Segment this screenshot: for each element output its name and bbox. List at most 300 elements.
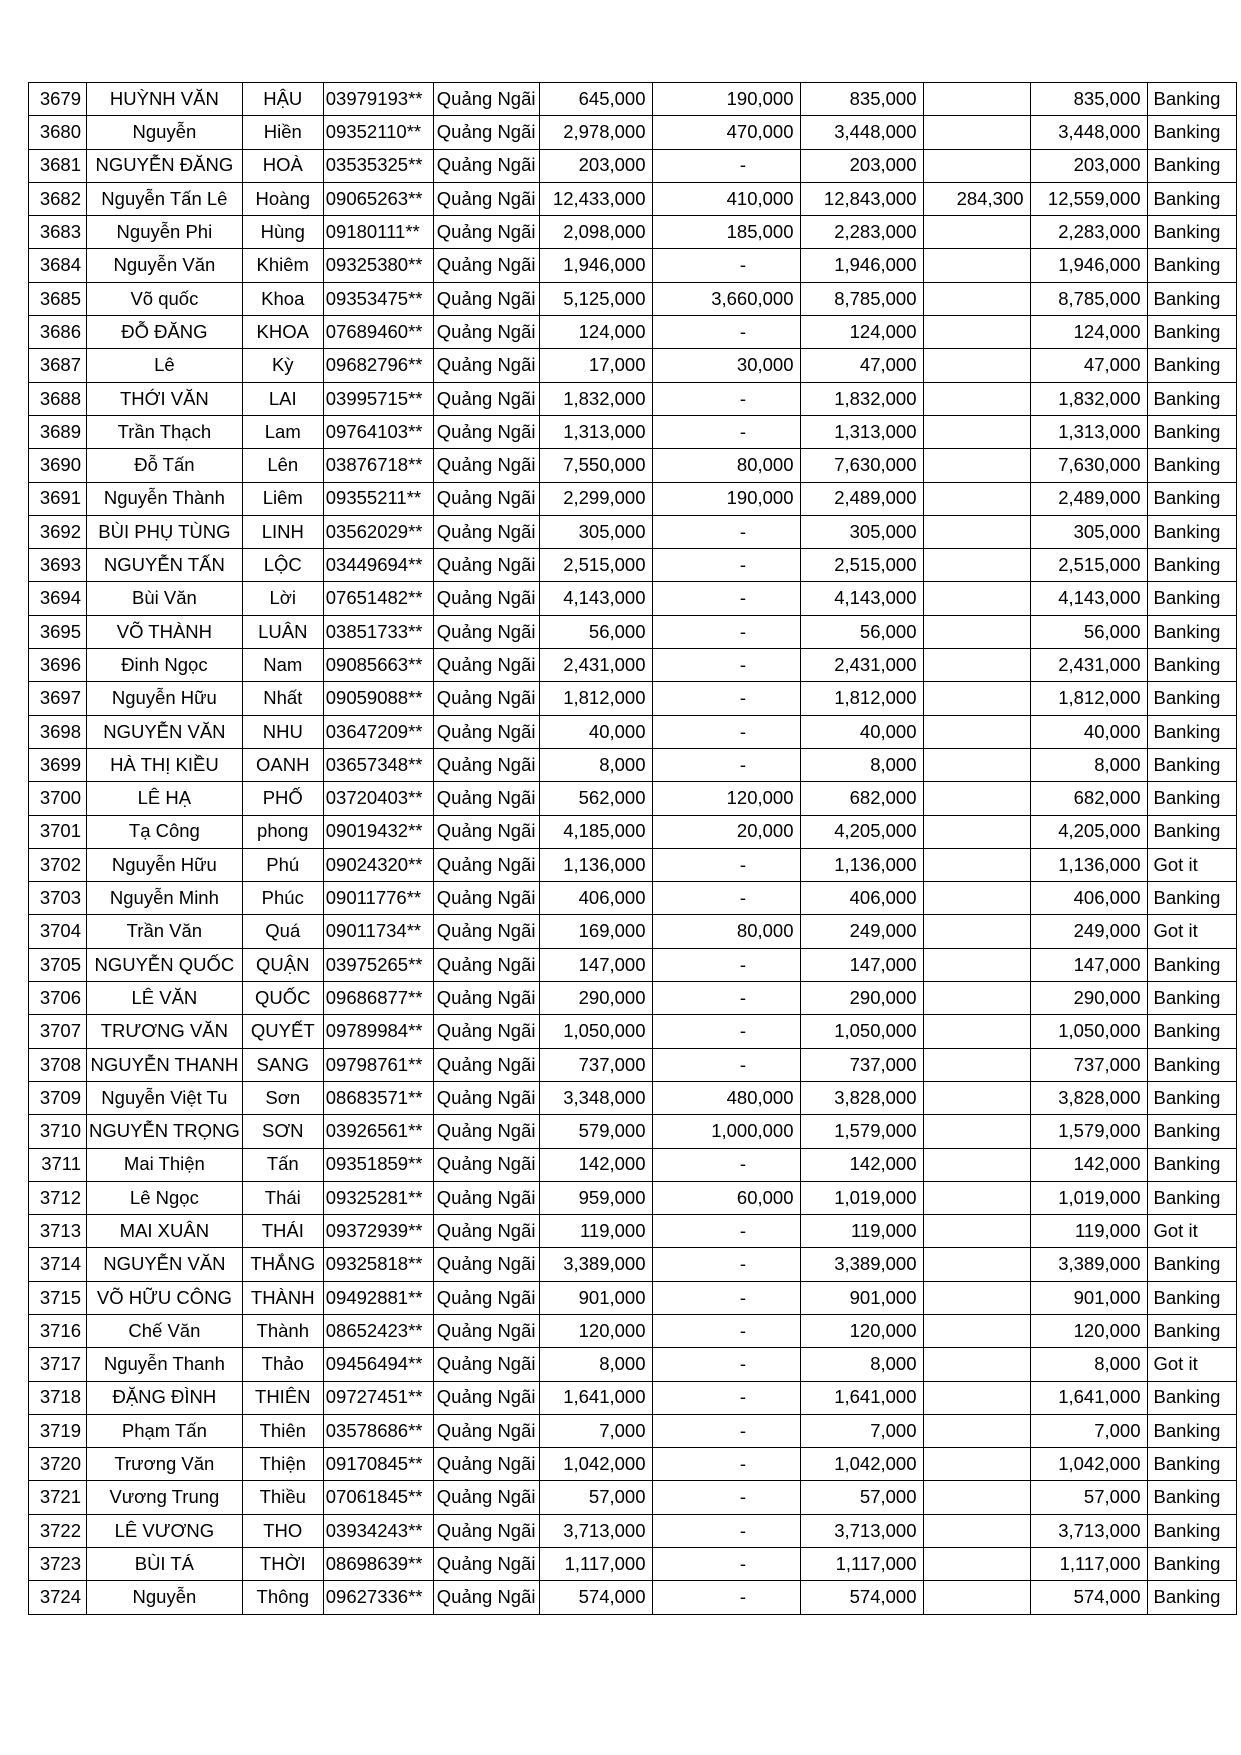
province-cell: Quảng Ngãi	[433, 815, 539, 848]
family-name-cell: Nguyễn	[87, 1581, 243, 1614]
row-number-cell: 3705	[29, 948, 87, 981]
given-name-cell: Lam	[242, 415, 323, 448]
total-amount-cell: 57,000	[800, 1481, 923, 1514]
net-amount-cell: 3,713,000	[1030, 1514, 1147, 1547]
payment-method-cell: Banking	[1147, 715, 1236, 748]
payment-method-cell: Banking	[1147, 582, 1236, 615]
amount-2-cell: -	[652, 948, 800, 981]
family-name-cell: VÕ HỮU CÔNG	[87, 1281, 243, 1314]
payment-method-cell: Banking	[1147, 382, 1236, 415]
given-name-cell: THÁI	[242, 1215, 323, 1248]
net-amount-cell: 835,000	[1030, 83, 1147, 116]
row-number-cell: 3694	[29, 582, 87, 615]
deduction-cell	[923, 249, 1030, 282]
total-amount-cell: 56,000	[800, 615, 923, 648]
total-amount-cell: 1,019,000	[800, 1181, 923, 1214]
family-name-cell: Trương Văn	[87, 1448, 243, 1481]
province-cell: Quảng Ngãi	[433, 282, 539, 315]
province-cell: Quảng Ngãi	[433, 1248, 539, 1281]
payment-method-cell: Banking	[1147, 249, 1236, 282]
amount-2-cell: -	[652, 549, 800, 582]
net-amount-cell: 249,000	[1030, 915, 1147, 948]
net-amount-cell: 1,136,000	[1030, 848, 1147, 881]
family-name-cell: NGUYỄN THANH	[87, 1048, 243, 1081]
row-number-cell: 3715	[29, 1281, 87, 1314]
family-name-cell: Trần Văn	[87, 915, 243, 948]
amount-1-cell: 2,299,000	[539, 482, 652, 515]
net-amount-cell: 7,630,000	[1030, 449, 1147, 482]
amount-1-cell: 2,978,000	[539, 116, 652, 149]
phone-number-cell: 09325380**	[323, 249, 433, 282]
phone-number-cell: 03995715**	[323, 382, 433, 415]
net-amount-cell: 2,489,000	[1030, 482, 1147, 515]
amount-1-cell: 7,550,000	[539, 449, 652, 482]
family-name-cell: Nguyễn Tấn Lê	[87, 182, 243, 215]
amount-2-cell: -	[652, 1148, 800, 1181]
net-amount-cell: 682,000	[1030, 782, 1147, 815]
phone-number-cell: 09351859**	[323, 1148, 433, 1181]
total-amount-cell: 3,389,000	[800, 1248, 923, 1281]
deduction-cell	[923, 782, 1030, 815]
total-amount-cell: 124,000	[800, 316, 923, 349]
payment-method-cell: Banking	[1147, 1048, 1236, 1081]
amount-2-cell: -	[652, 1514, 800, 1547]
total-amount-cell: 1,832,000	[800, 382, 923, 415]
amount-1-cell: 1,313,000	[539, 415, 652, 448]
deduction-cell	[923, 715, 1030, 748]
phone-number-cell: 03851733**	[323, 615, 433, 648]
amount-2-cell: -	[652, 316, 800, 349]
amount-1-cell: 40,000	[539, 715, 652, 748]
table-row	[29, 116, 1237, 149]
given-name-cell: LAI	[242, 382, 323, 415]
net-amount-cell: 3,828,000	[1030, 1081, 1147, 1114]
family-name-cell: Nguyễn Thanh	[87, 1348, 243, 1381]
net-amount-cell: 305,000	[1030, 515, 1147, 548]
net-amount-cell: 4,205,000	[1030, 815, 1147, 848]
net-amount-cell: 142,000	[1030, 1148, 1147, 1181]
table-row	[29, 915, 1237, 948]
province-cell: Quảng Ngãi	[433, 182, 539, 215]
amount-1-cell: 2,098,000	[539, 216, 652, 249]
amount-1-cell: 57,000	[539, 1481, 652, 1514]
net-amount-cell: 290,000	[1030, 982, 1147, 1015]
total-amount-cell: 120,000	[800, 1314, 923, 1347]
phone-number-cell: 09011734**	[323, 915, 433, 948]
payment-method-cell: Banking	[1147, 1448, 1236, 1481]
phone-number-cell: 07689460**	[323, 316, 433, 349]
deduction-cell	[923, 582, 1030, 615]
phone-number-cell: 03578686**	[323, 1414, 433, 1447]
net-amount-cell: 406,000	[1030, 882, 1147, 915]
province-cell: Quảng Ngãi	[433, 549, 539, 582]
payment-method-cell: Banking	[1147, 1381, 1236, 1414]
family-name-cell: NGUYỄN TRỌNG	[87, 1115, 243, 1148]
net-amount-cell: 1,042,000	[1030, 1448, 1147, 1481]
phone-number-cell: 09682796**	[323, 349, 433, 382]
table-row	[29, 582, 1237, 615]
payment-method-cell: Banking	[1147, 1581, 1236, 1614]
row-number-cell: 3701	[29, 815, 87, 848]
total-amount-cell: 203,000	[800, 149, 923, 182]
total-amount-cell: 835,000	[800, 83, 923, 116]
family-name-cell: HÀ THỊ KIỀU	[87, 748, 243, 781]
deduction-cell: 284,300	[923, 182, 1030, 215]
table-row	[29, 415, 1237, 448]
amount-2-cell: -	[652, 249, 800, 282]
row-number-cell: 3708	[29, 1048, 87, 1081]
phone-number-cell: 09059088**	[323, 682, 433, 715]
payment-method-cell: Banking	[1147, 1414, 1236, 1447]
payment-method-cell: Got it	[1147, 848, 1236, 881]
province-cell: Quảng Ngãi	[433, 1381, 539, 1414]
phone-number-cell: 03975265**	[323, 948, 433, 981]
given-name-cell: phong	[242, 815, 323, 848]
family-name-cell: ĐỖ ĐĂNG	[87, 316, 243, 349]
amount-1-cell: 12,433,000	[539, 182, 652, 215]
payment-method-cell: Banking	[1147, 1081, 1236, 1114]
total-amount-cell: 147,000	[800, 948, 923, 981]
amount-1-cell: 574,000	[539, 1581, 652, 1614]
net-amount-cell: 40,000	[1030, 715, 1147, 748]
phone-number-cell: 09686877**	[323, 982, 433, 1015]
total-amount-cell: 1,946,000	[800, 249, 923, 282]
amount-1-cell: 562,000	[539, 782, 652, 815]
row-number-cell: 3717	[29, 1348, 87, 1381]
amount-2-cell: 480,000	[652, 1081, 800, 1114]
given-name-cell: Thái	[242, 1181, 323, 1214]
total-amount-cell: 8,000	[800, 748, 923, 781]
deduction-cell	[923, 116, 1030, 149]
net-amount-cell: 1,946,000	[1030, 249, 1147, 282]
amount-1-cell: 7,000	[539, 1414, 652, 1447]
net-amount-cell: 737,000	[1030, 1048, 1147, 1081]
deduction-cell	[923, 349, 1030, 382]
given-name-cell: OANH	[242, 748, 323, 781]
deduction-cell	[923, 83, 1030, 116]
deduction-cell	[923, 282, 1030, 315]
payment-method-cell: Got it	[1147, 1215, 1236, 1248]
amount-1-cell: 959,000	[539, 1181, 652, 1214]
phone-number-cell: 09456494**	[323, 1348, 433, 1381]
total-amount-cell: 1,050,000	[800, 1015, 923, 1048]
province-cell: Quảng Ngãi	[433, 149, 539, 182]
amount-1-cell: 119,000	[539, 1215, 652, 1248]
amount-1-cell: 2,431,000	[539, 649, 652, 682]
payment-method-cell: Banking	[1147, 449, 1236, 482]
deduction-cell	[923, 482, 1030, 515]
province-cell: Quảng Ngãi	[433, 848, 539, 881]
province-cell: Quảng Ngãi	[433, 1015, 539, 1048]
province-cell: Quảng Ngãi	[433, 1048, 539, 1081]
phone-number-cell: 09011776**	[323, 882, 433, 915]
amount-2-cell: -	[652, 1414, 800, 1447]
amount-1-cell: 203,000	[539, 149, 652, 182]
amount-1-cell: 290,000	[539, 982, 652, 1015]
row-number-cell: 3711	[29, 1148, 87, 1181]
amount-2-cell: -	[652, 1548, 800, 1581]
family-name-cell: HUỲNH VĂN	[87, 83, 243, 116]
total-amount-cell: 7,000	[800, 1414, 923, 1447]
net-amount-cell: 1,579,000	[1030, 1115, 1147, 1148]
amount-1-cell: 1,136,000	[539, 848, 652, 881]
total-amount-cell: 1,136,000	[800, 848, 923, 881]
amount-1-cell: 3,389,000	[539, 1248, 652, 1281]
province-cell: Quảng Ngãi	[433, 682, 539, 715]
phone-number-cell: 08652423**	[323, 1314, 433, 1347]
deduction-cell	[923, 1381, 1030, 1414]
row-number-cell: 3691	[29, 482, 87, 515]
given-name-cell: Sơn	[242, 1081, 323, 1114]
total-amount-cell: 406,000	[800, 882, 923, 915]
amount-2-cell: 3,660,000	[652, 282, 800, 315]
payment-method-cell: Banking	[1147, 882, 1236, 915]
family-name-cell: Nguyễn Thành	[87, 482, 243, 515]
family-name-cell: Nguyễn Minh	[87, 882, 243, 915]
amount-2-cell: -	[652, 748, 800, 781]
row-number-cell: 3696	[29, 649, 87, 682]
given-name-cell: Hùng	[242, 216, 323, 249]
payment-method-cell: Banking	[1147, 782, 1236, 815]
table-row	[29, 549, 1237, 582]
deduction-cell	[923, 1148, 1030, 1181]
province-cell: Quảng Ngãi	[433, 249, 539, 282]
amount-2-cell: 80,000	[652, 915, 800, 948]
row-number-cell: 3702	[29, 848, 87, 881]
phone-number-cell: 09353475**	[323, 282, 433, 315]
given-name-cell: Khiêm	[242, 249, 323, 282]
phone-number-cell: 07651482**	[323, 582, 433, 615]
amount-1-cell: 8,000	[539, 1348, 652, 1381]
given-name-cell: Thảo	[242, 1348, 323, 1381]
table-row	[29, 316, 1237, 349]
table-row	[29, 682, 1237, 715]
family-name-cell: Chế Văn	[87, 1314, 243, 1347]
payment-method-cell: Banking	[1147, 349, 1236, 382]
province-cell: Quảng Ngãi	[433, 1448, 539, 1481]
table-row	[29, 1314, 1237, 1347]
amount-2-cell: -	[652, 1215, 800, 1248]
row-number-cell: 3690	[29, 449, 87, 482]
phone-number-cell: 09789984**	[323, 1015, 433, 1048]
payment-method-cell: Banking	[1147, 482, 1236, 515]
net-amount-cell: 2,431,000	[1030, 649, 1147, 682]
family-name-cell: Bùi Văn	[87, 582, 243, 615]
deduction-cell	[923, 1348, 1030, 1381]
province-cell: Quảng Ngãi	[433, 216, 539, 249]
amount-2-cell: -	[652, 1314, 800, 1347]
row-number-cell: 3713	[29, 1215, 87, 1248]
net-amount-cell: 1,812,000	[1030, 682, 1147, 715]
table-row	[29, 1281, 1237, 1314]
family-name-cell: NGUYỄN VĂN	[87, 1248, 243, 1281]
phone-number-cell: 03876718**	[323, 449, 433, 482]
total-amount-cell: 249,000	[800, 915, 923, 948]
total-amount-cell: 3,828,000	[800, 1081, 923, 1114]
phone-number-cell: 03535325**	[323, 149, 433, 182]
amount-1-cell: 147,000	[539, 948, 652, 981]
net-amount-cell: 2,515,000	[1030, 549, 1147, 582]
deduction-cell	[923, 1281, 1030, 1314]
amount-2-cell: -	[652, 415, 800, 448]
province-cell: Quảng Ngãi	[433, 1548, 539, 1581]
amount-2-cell: -	[652, 882, 800, 915]
row-number-cell: 3699	[29, 748, 87, 781]
table-row	[29, 1348, 1237, 1381]
province-cell: Quảng Ngãi	[433, 1081, 539, 1114]
row-number-cell: 3724	[29, 1581, 87, 1614]
total-amount-cell: 305,000	[800, 515, 923, 548]
family-name-cell: Nguyễn Việt Tu	[87, 1081, 243, 1114]
family-name-cell: LÊ VƯƠNG	[87, 1514, 243, 1547]
row-number-cell: 3687	[29, 349, 87, 382]
amount-2-cell: 80,000	[652, 449, 800, 482]
net-amount-cell: 3,448,000	[1030, 116, 1147, 149]
province-cell: Quảng Ngãi	[433, 649, 539, 682]
deduction-cell	[923, 515, 1030, 548]
payment-method-cell: Banking	[1147, 415, 1236, 448]
total-amount-cell: 2,489,000	[800, 482, 923, 515]
net-amount-cell: 147,000	[1030, 948, 1147, 981]
total-amount-cell: 290,000	[800, 982, 923, 1015]
phone-number-cell: 03934243**	[323, 1514, 433, 1547]
given-name-cell: Phúc	[242, 882, 323, 915]
total-amount-cell: 682,000	[800, 782, 923, 815]
amount-2-cell: 60,000	[652, 1181, 800, 1214]
province-cell: Quảng Ngãi	[433, 882, 539, 915]
deduction-cell	[923, 1115, 1030, 1148]
family-name-cell: NGUYỄN TẤN	[87, 549, 243, 582]
deduction-cell	[923, 1015, 1030, 1048]
amount-2-cell: 1,000,000	[652, 1115, 800, 1148]
row-number-cell: 3685	[29, 282, 87, 315]
table-row	[29, 782, 1237, 815]
amount-2-cell: -	[652, 1248, 800, 1281]
row-number-cell: 3707	[29, 1015, 87, 1048]
province-cell: Quảng Ngãi	[433, 1314, 539, 1347]
total-amount-cell: 2,283,000	[800, 216, 923, 249]
row-number-cell: 3716	[29, 1314, 87, 1347]
payment-method-cell: Banking	[1147, 1548, 1236, 1581]
net-amount-cell: 1,050,000	[1030, 1015, 1147, 1048]
payment-method-cell: Banking	[1147, 1015, 1236, 1048]
phone-number-cell: 09798761**	[323, 1048, 433, 1081]
amount-1-cell: 4,185,000	[539, 815, 652, 848]
amount-1-cell: 142,000	[539, 1148, 652, 1181]
total-amount-cell: 7,630,000	[800, 449, 923, 482]
deduction-cell	[923, 382, 1030, 415]
total-amount-cell: 4,143,000	[800, 582, 923, 615]
given-name-cell: Thông	[242, 1581, 323, 1614]
deduction-cell	[923, 1081, 1030, 1114]
total-amount-cell: 4,205,000	[800, 815, 923, 848]
family-name-cell: Nguyễn Văn	[87, 249, 243, 282]
province-cell: Quảng Ngãi	[433, 349, 539, 382]
table-row	[29, 1248, 1237, 1281]
deduction-cell	[923, 1215, 1030, 1248]
family-name-cell: VÕ THÀNH	[87, 615, 243, 648]
province-cell: Quảng Ngãi	[433, 748, 539, 781]
table-row	[29, 1414, 1237, 1447]
table-row	[29, 1448, 1237, 1481]
total-amount-cell: 8,000	[800, 1348, 923, 1381]
province-cell: Quảng Ngãi	[433, 83, 539, 116]
family-name-cell: Đỗ Tấn	[87, 449, 243, 482]
amount-1-cell: 3,348,000	[539, 1081, 652, 1114]
amount-2-cell: -	[652, 1381, 800, 1414]
payment-method-cell: Banking	[1147, 83, 1236, 116]
given-name-cell: Hoàng	[242, 182, 323, 215]
total-amount-cell: 1,641,000	[800, 1381, 923, 1414]
amount-2-cell: -	[652, 1348, 800, 1381]
province-cell: Quảng Ngãi	[433, 382, 539, 415]
payment-method-cell: Banking	[1147, 1248, 1236, 1281]
given-name-cell: LUÂN	[242, 615, 323, 648]
total-amount-cell: 47,000	[800, 349, 923, 382]
deduction-cell	[923, 682, 1030, 715]
amount-2-cell: -	[652, 1015, 800, 1048]
net-amount-cell: 1,641,000	[1030, 1381, 1147, 1414]
row-number-cell: 3720	[29, 1448, 87, 1481]
table-row	[29, 83, 1237, 116]
given-name-cell: QUẬN	[242, 948, 323, 981]
net-amount-cell: 124,000	[1030, 316, 1147, 349]
row-number-cell: 3682	[29, 182, 87, 215]
row-number-cell: 3680	[29, 116, 87, 149]
amount-1-cell: 17,000	[539, 349, 652, 382]
given-name-cell: Thiện	[242, 1448, 323, 1481]
deduction-cell	[923, 1448, 1030, 1481]
row-number-cell: 3714	[29, 1248, 87, 1281]
province-cell: Quảng Ngãi	[433, 915, 539, 948]
deduction-cell	[923, 549, 1030, 582]
province-cell: Quảng Ngãi	[433, 449, 539, 482]
province-cell: Quảng Ngãi	[433, 615, 539, 648]
net-amount-cell: 1,832,000	[1030, 382, 1147, 415]
province-cell: Quảng Ngãi	[433, 316, 539, 349]
family-name-cell: NGUYỄN VĂN	[87, 715, 243, 748]
amount-2-cell: -	[652, 615, 800, 648]
payment-method-cell: Banking	[1147, 316, 1236, 349]
deduction-cell	[923, 649, 1030, 682]
given-name-cell: THO	[242, 1514, 323, 1547]
net-amount-cell: 12,559,000	[1030, 182, 1147, 215]
phone-number-cell: 09180111**	[323, 216, 433, 249]
payment-method-cell: Banking	[1147, 515, 1236, 548]
given-name-cell: Kỳ	[242, 349, 323, 382]
total-amount-cell: 1,579,000	[800, 1115, 923, 1148]
given-name-cell: LỘC	[242, 549, 323, 582]
row-number-cell: 3719	[29, 1414, 87, 1447]
deduction-cell	[923, 948, 1030, 981]
payment-method-cell: Banking	[1147, 982, 1236, 1015]
family-name-cell: LÊ VĂN	[87, 982, 243, 1015]
net-amount-cell: 47,000	[1030, 349, 1147, 382]
net-amount-cell: 901,000	[1030, 1281, 1147, 1314]
amount-1-cell: 124,000	[539, 316, 652, 349]
net-amount-cell: 4,143,000	[1030, 582, 1147, 615]
family-name-cell: NGUYỄN ĐĂNG	[87, 149, 243, 182]
total-amount-cell: 1,042,000	[800, 1448, 923, 1481]
phone-number-cell: 09019432**	[323, 815, 433, 848]
province-cell: Quảng Ngãi	[433, 1348, 539, 1381]
family-name-cell: Lê Ngọc	[87, 1181, 243, 1214]
row-number-cell: 3704	[29, 915, 87, 948]
payment-method-cell: Got it	[1147, 1348, 1236, 1381]
row-number-cell: 3721	[29, 1481, 87, 1514]
amount-1-cell: 169,000	[539, 915, 652, 948]
phone-number-cell: 03562029**	[323, 515, 433, 548]
